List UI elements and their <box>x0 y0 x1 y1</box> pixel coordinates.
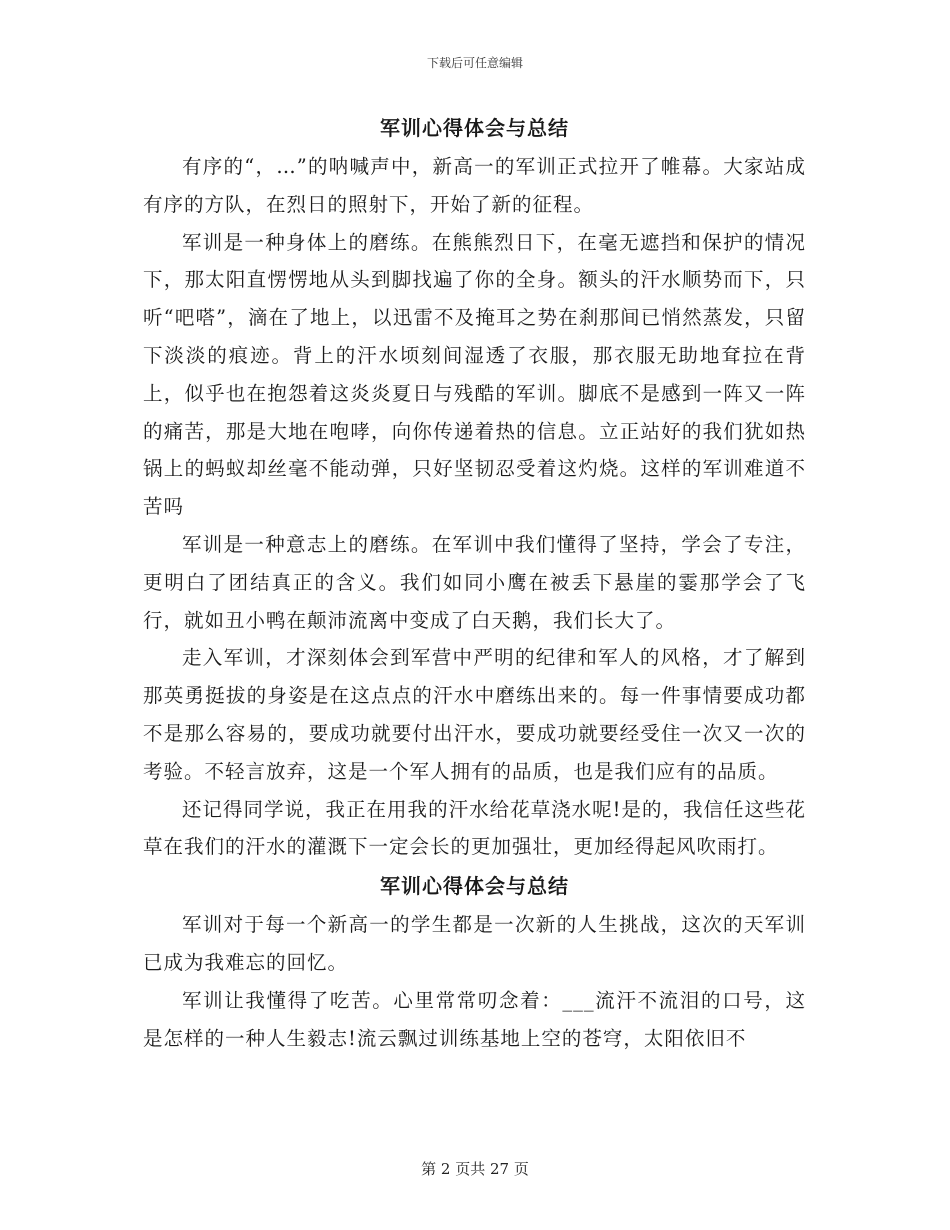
paragraph: 军训对于每一个新高一的学生都是一次新的人生挑战，这次的天军训已成为我难忘的回忆。 <box>143 913 806 974</box>
paragraph: 走入军训，才深刻体会到军营中严明的纪律和军人的风格，才了解到那英勇挺拔的身姿是在这点点的汗水中磨练出来的。每一件事情要成功都不是那么容易的，要成功就要付出汗水，要成功就要经受住一次又一次的考验。不轻言放弃，这是一个军人拥有的品质，也是我们应有的品质。 <box>143 646 806 783</box>
section-title-2: 军训心得体会与总结 <box>380 874 569 899</box>
header-note: 下载后可任意编辑 <box>426 56 523 70</box>
page-footer: 第 2 页共 27 页 <box>421 1160 529 1178</box>
document-body <box>143 108 806 1057</box>
paragraph: 军训是一种意志上的磨练。在军训中我们懂得了坚持，学会了专注，更明白了团结真正的含义。我们如同小鹰在被丢下悬崖的霎那学会了飞行，就如丑小鸭在颠沛流离中变成了白天鹅，我们长大了。 <box>143 532 806 632</box>
paragraph: 还记得同学说，我正在用我的汗水给花草浇水呢!是的，我信任这些花草在我们的汗水的灌溉下一定会长的更加强壮，更加经得起风吹雨打。 <box>143 797 806 859</box>
paragraph: 军训是一种身体上的磨练。在熊熊烈日下，在毫无遮挡和保护的情况下，那太阳直愣愣地从头到脚找遍了你的全身。额头的汗水顺势而下，只听“吧嗒”，滴在了地上，以迅雷不及掩耳之势在刹那间已悄然蒸发，只留下淡淡的痕迹。背上的汗水顷刻间湿透了衣服，那衣服无助地耷拉在背上，似乎也在抱怨着这炎炎夏日与残酷的军训。脚底不是感到一阵又一阵的痛苦，那是大地在咆哮，向你传递着热的信息。立正站好的我们犹如热锅上的蚂蚁却丝毫不能动弹，只好坚韧忍受着这灼烧。这样的军训难道不苦吗 <box>143 230 806 519</box>
paragraph: 军训让我懂得了吃苦。心里常常叨念着：___流汗不流泪的口号，这是怎样的一种人生毅志!流云飘过训练基地上空的苍穹，太阳依旧不 <box>143 988 806 1050</box>
section-title-1: 军训心得体会与总结 <box>380 116 569 140</box>
paragraph: 有序的“，…”的呐喊声中，新高一的军训正式拉开了帷幕。大家站成有序的方队，在烈日的照射下，开始了新的征程。 <box>143 155 806 216</box>
